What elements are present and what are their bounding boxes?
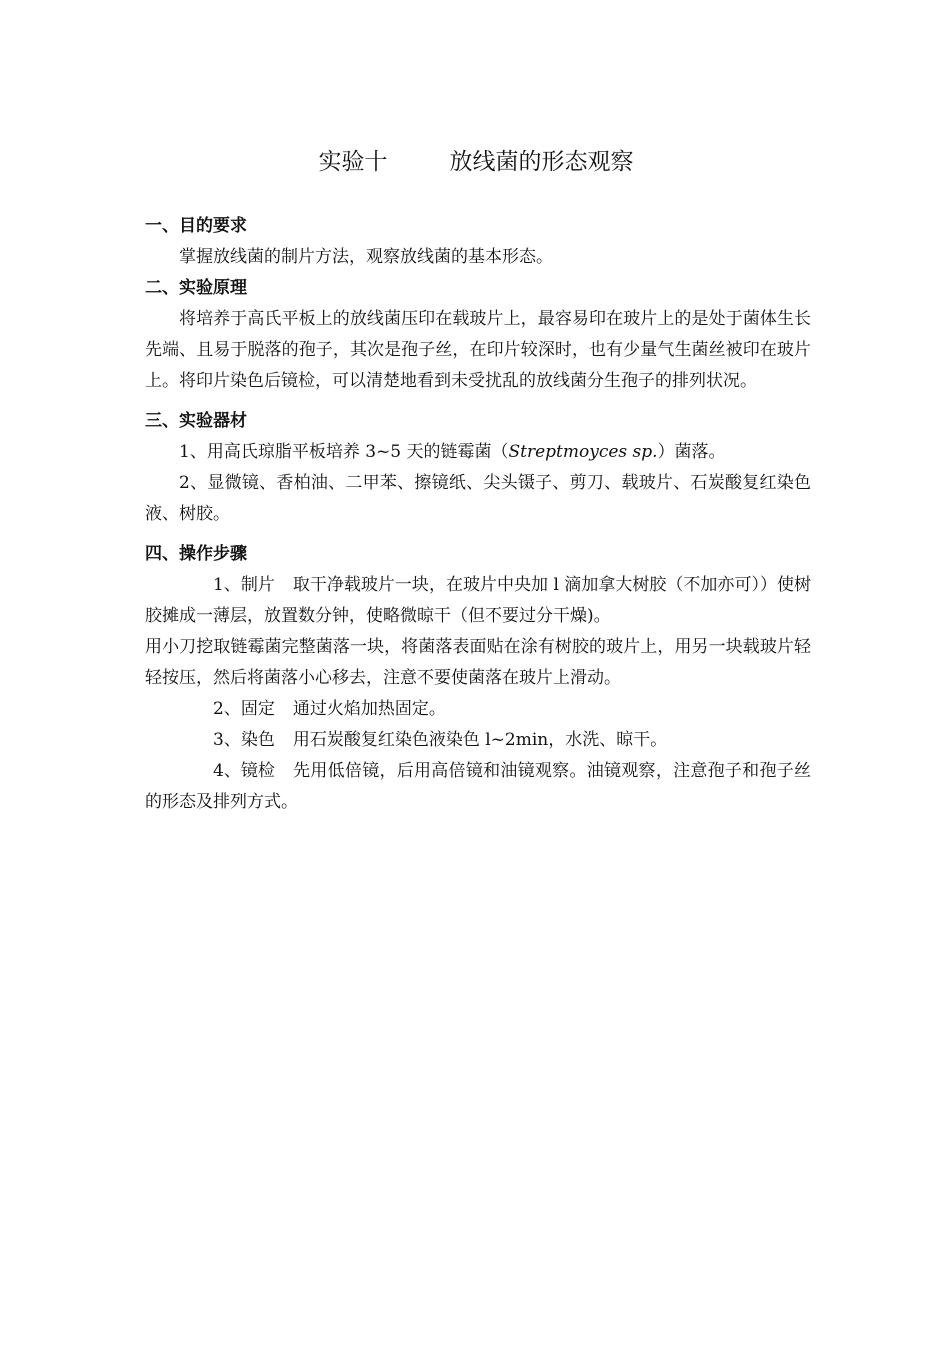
document-body: [145, 211, 811, 818]
step-1-label: 1、制片: [213, 575, 275, 595]
page-title: [0, 147, 952, 177]
materials-item-1-end: ）菌落。: [657, 442, 726, 462]
procedure-step-4: [145, 756, 811, 818]
step-3-label: 3、染色: [213, 730, 275, 750]
objectives-text: 掌握放线菌的制片方法，观察放线菌的基本形态。: [179, 247, 553, 267]
materials-item-1-text: 1、用高氏琼脂平板培养 3~5 天的链霉菌（: [179, 442, 509, 462]
section-heading-principle: 二、实验原理: [145, 278, 247, 298]
materials-item-2: 2、显微镜、香柏油、二甲苯、擦镜纸、尖头镊子、剪刀、载玻片、石炭酸复红染色液、树胶。: [145, 473, 811, 524]
section-heading-materials: 三、实验器材: [145, 411, 247, 431]
section-heading-procedure: 四、操作步骤: [145, 544, 247, 564]
procedure-step-1-continued: 用小刀挖取链霉菌完整菌落一块，将菌落表面贴在涂有树胶的玻片上，用另一块载玻片轻轻按压，然后将菌落小心移去，注意不要使菌落在玻片上滑动。: [145, 637, 811, 688]
step-4-text: 先用低倍镜，后用高倍镜和油镜观察。油镜观察，注意孢子和孢子丝的形态及排列方式。: [145, 761, 811, 812]
procedure-step-1: [145, 570, 811, 632]
step-2-label: 2、固定: [213, 699, 275, 719]
step-3-text: 用石炭酸复红染色液染色 l~2min，水洗、晾干。: [292, 730, 668, 750]
principle-text: 将培养于高氏平板上的放线菌压印在载玻片上，最容易印在玻片上的是处于菌体生长先端、且易于脱落的孢子，其次是孢子丝，在印片较深时，也有少量气生菌丝被印在玻片上。将印片染色后镜检，可以清楚地看到未受扰乱的放线菌分生孢子的排列状况。: [145, 309, 811, 391]
procedure-step-3: [145, 725, 811, 756]
section-heading-objectives: 一、目的要求: [145, 216, 247, 236]
step-2-text: 通过火焰加热固定。: [292, 699, 446, 719]
step-4-label: 4、镜检: [213, 761, 275, 781]
materials-item-1: [145, 437, 811, 468]
experiment-number: 实验十: [318, 149, 388, 175]
species-name: Streptmoyces sp.: [508, 442, 658, 462]
procedure-step-2: [145, 694, 811, 725]
experiment-name: 放线菌的形态观察: [449, 149, 634, 175]
step-1-text: 取干净载玻片一块，在玻片中央加 l 滴加拿大树胶（不加亦可））使树胶摊成一薄层，放置数分钟，使略微晾干（但不要过分干燥)。: [145, 575, 811, 626]
